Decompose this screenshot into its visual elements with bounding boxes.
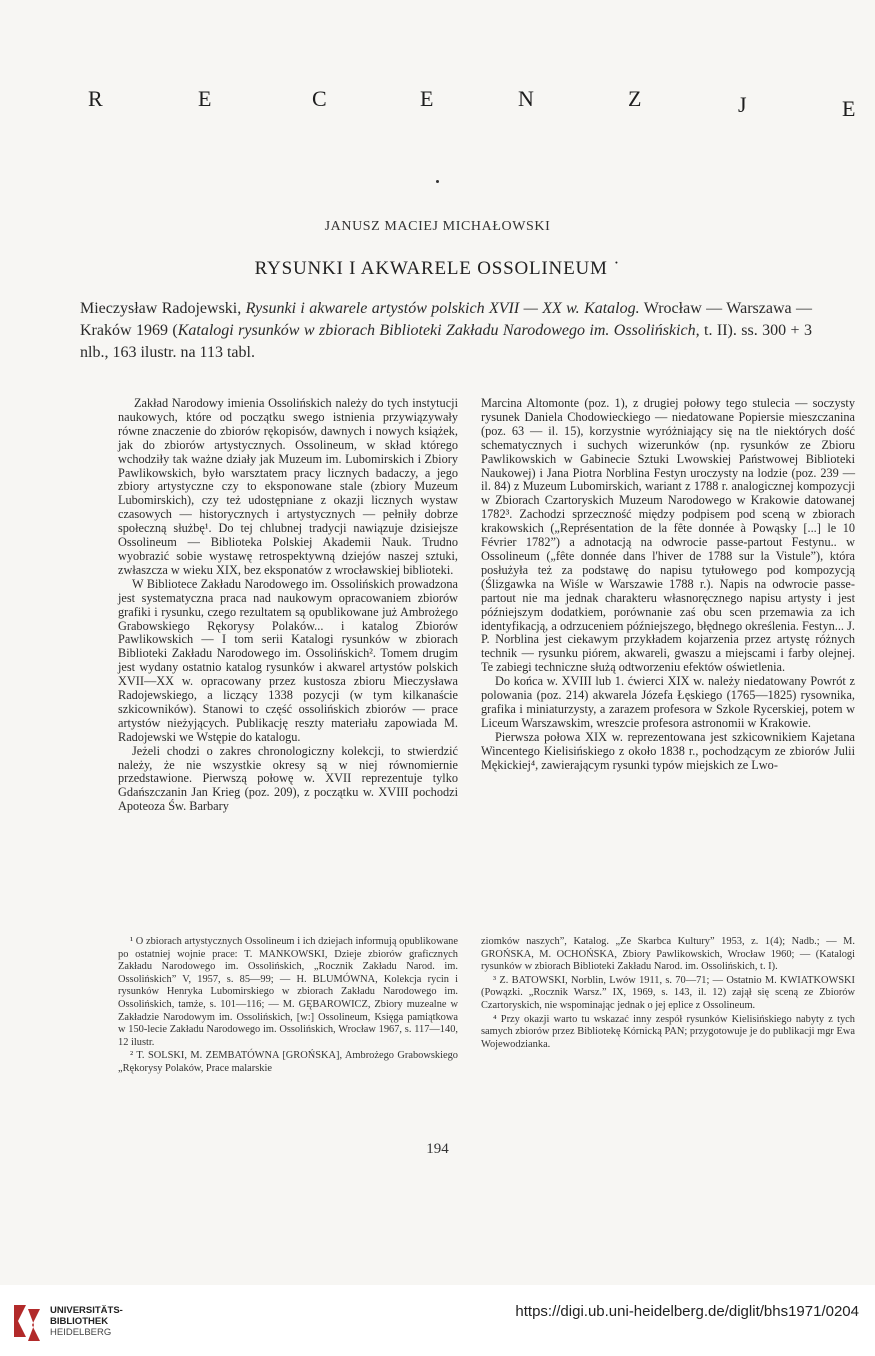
footnote: ⁴ Przy okazji warto tu wskazać inny zespół rysunków Kielisińskiego nabyty z tych samych zbiorów przez Bibliotekę Kórnicką PAN; przygotowuje je do publikacji mgr Ewa Wojewodzianka. — [481, 1013, 855, 1050]
library-name-line: HEIDELBERG — [50, 1327, 112, 1338]
footnote: ³ Z. BATOWSKI, Norblin, Lwów 1911, s. 70—71; — Ostatnio M. KWIATKOWSKI (Powązki. „Rocznik Warsz.” IX, 1969, s. 143, il. 12) zajął się sceną ze Zbiorów Czartoryskich, nie wspominając jednak o jej eplice z Ossolineum. — [481, 974, 855, 1011]
article-title: RYSUNKI I AKWARELE OSSOLINEUM ˙ — [254, 258, 621, 279]
footnote: ² T. SOLSKI, M. ZEMBATÓWNA [GROŃSKA], Ambrożego Grabowskiego „Rękorysy Polaków, Prace malarskie — [118, 1050, 458, 1074]
header-letter: R — [88, 86, 103, 111]
biblio-title: Rysunki i akwarele artystów polskich XVII — XX w. Katalog. — [245, 300, 640, 317]
footnotes-right — [481, 936, 855, 1052]
header-letter: E — [420, 86, 434, 111]
right-column — [481, 397, 855, 772]
header-letter: E — [842, 96, 856, 121]
permalink-url[interactable]: https://digi.ub.uni-heidelberg.de/diglit/bhs1971/0204 — [515, 1303, 859, 1320]
article-author: JANUSZ MACIEJ MICHAŁOWSKI — [324, 219, 551, 234]
paragraph: W Bibliotece Zakładu Narodowego im. Ossolińskich prowadzona jest systematyczna praca nad naukowym opracowaniem zbiorów grafiki i rysunku, czego rezultatem są opublikowane już Ambrożego Grabowskiego Rękorysy Polaków... i katalog Zbiorów Pawlikowskich — I tom serii Katalogi rysunków w zbiorach Biblioteki Zakładu Narodowego im. Ossolińskich². Tomem drugim jest wydany ostatnio katalog rysunków i akwarel artystów polskich XVII—XX w. opracowany przez kustosza zbioru Mieczysława Radojewskiego, a liczący 1338 pozycji (w tym kilkanaście szkicowników). Stanowi to część ossolińskich zbiorów — prace artystów nieżyjących. Publikację reszty materiału zapowiada M. Radojewski we Wstępie do katalogu. — [118, 576, 458, 744]
viewer-footer — [0, 1285, 875, 1356]
header-letter: J — [738, 92, 747, 117]
biblio-text: t. II). ss. 300 + 3 nlb., 163 ilustr. na 113 tabl. — [80, 322, 812, 361]
library-name-line: UNIVERSITÄTS- — [50, 1305, 123, 1316]
library-name-line: BIBLIOTHEK — [50, 1316, 109, 1327]
paragraph: Marcina Altomonte (poz. 1), z drugiej połowy tego stulecia — soczysty rysunek Daniela Chodowieckiego — niedatowane Popiersie mieszczanina (poz. 63 — il. 15), korzystnie wyróżniający się na tle niektórych dość schematycznych i suchych wizerunków (np. rysunków ze Zbioru Pawlikowskich w Gabinecie Sztuki Lwowskiej Państwowej Biblioteki Naukowej) i Jana Piotra Norblina Festyn uroczysty na lodzie (poz. 239 — il. 84) z Muzeum Lubomirskich, wariant z 1788 r. analogicznej kompozycji w Zbiorach Czartoryskich Muzeum Narodowego w Krakowie datowanej 1782³. Zachodzi sprzeczność między podpisem pod sceną w zbiorach krakowskich („Représentation de la fête donnée à Powąsky [...] le 10 Février 1782”) a adnotacją na odwrocie passe-partout Festynu.. w Ossolineum („fête donnée dans l'hiver de 1788 sur la Vistule”), która posłużyła też za podstawę do napisu tytułowego pod kompozycją (Ślizgawka na Wiśle w Warszawie 1788 r.). Napis na odwrocie passe-partout nie ma jednak charakteru własnoręcznego napisu artysty i jest późniejszym dodatkiem, porównanie zaś obu scen przemawia za ich identyfikacją, a odrzuceniem późniejszego, błędnego określenia. Festyn... J. P. Norblina jest ciekawym przykładem kojarzenia przez artystę różnych technik — rysunku piórem, akwareli, gwaszu a miejscami i farby olejnej. Te zabiegi techniczne służą odtworzeniu efektów oświetlenia. — [481, 396, 855, 675]
header-letter: C — [312, 86, 327, 111]
footnote: ¹ O zbiorach artystycznych Ossolineum i ich dziejach informują opublikowane po ostatniej wojnie prace: T. MANKOWSKI, Dzieje zbiorów graficznych Zakładu Narodowego im. Ossolińskich, „Rocznik Zakładu Narod. im. Ossolińskich” V, 1957, s. 85—99; — H. BLUMÓWNA, Kolekcja rycin i rysunków Henryka Lubomirskiego w zbiorach Zakładu Narodowego im. Ossolińskich, tamże, s. 101—116; — M. GĘBAROWICZ, Zbiory muzealne w Zakładzie Narodowym im. Ossolińskich, [w:] Ossolineum, Księga pamiątkowa w 150-lecie Zakładu Narodowego im. Ossolińskich, Wrocław 1967, s. 117—140, 12 ilustr. — [118, 936, 458, 1048]
section-header — [88, 86, 858, 122]
paragraph: Jeżeli chodzi o zakres chronologiczny kolekcji, to stwierdzić należy, że nie wszystkie okresy są w niej równomiernie przedstawione. Pierwszą połowę w. XVII reprezentuje tylko Gdańszczanin Jan Krieg (poz. 209), z początku w. XVIII pochodzi Apoteoza Św. Barbary — [118, 743, 458, 814]
footnotes-left — [118, 936, 458, 1077]
header-letter: E — [198, 86, 212, 111]
ornament-dot — [436, 180, 439, 183]
header-letter: Z — [628, 86, 642, 111]
page-number: 194 — [426, 1141, 449, 1157]
paragraph: Pierwsza połowa XIX w. reprezentowana jest szkicownikiem Kajetana Wincentego Kielisińskiego z około 1838 r., pochodzącym ze zbiorów Julii Mękickiej⁴, zawierającym rysunki typów miejskich ze Lwo- — [481, 729, 855, 772]
biblio-text: Wrocław — Warszawa — Kraków 1969 ( — [80, 300, 813, 339]
header-letter: N — [518, 86, 534, 111]
left-column — [118, 397, 458, 814]
biblio-series: Katalogi rysunków w zbiorach Biblioteki Zakładu Narodowego im. Ossolińskich, — [177, 322, 700, 339]
bibliographic-entry — [80, 298, 812, 364]
library-name[interactable] — [50, 1305, 123, 1338]
paragraph: Do końca w. XVIII lub 1. ćwierci XIX w. należy niedatowany Powrót z polowania (poz. 214) akwarela Józefa Łęskiego (1765—1825) rysownika, grafika i miniaturzysty, a zarazem profesora w Szkole Rycerskiej, potem w Liceum Warszawskim, wreszcie profesora astronomii w Krakowie. — [481, 674, 855, 730]
biblio-text: Mieczysław Radojewski, — [80, 300, 246, 317]
paragraph: Zakład Narodowy imienia Ossolińskich należy do tych instytucji naukowych, które od początku swego istnienia przywiązywały równe znaczenie do zbiorów rękopisów, dawnych i nowych książek, jak do zbiorów artystycznych. Ossolineum, w skład którego wchodziły tak ważne działy jak Muzeum im. Lubomirskich i Zbiory Pawlikowskich, było warsztatem pracy licznych badaczy, a jego zbiory artystyczne czy to eksponowane stale (zbiory Muzeum Lubomirskich), czy też udostępniane z okazji licznych wystaw czasowych — historycznych i artystycznych — pełniły dobrze społeczną służbę¹. Do tej chlubnej tradycji nawiązuje dzisiejsze Ossolineum — Biblioteka Polskiej Akademii Nauk. Trudno wyobrazić sobie wystawę retrospektywną dziejów naszej sztuki, zwłaszcza w wieku XIX, bez eksponatów z wrocławskiej biblioteki. — [118, 396, 458, 577]
footnote: ziomków naszych”, Katalog. „Ze Skarbca Kultury” 1953, z. 1(4); Nadb.; — M. GROŃSKA, M. OCHOŃSKA, Zbiory Pawlikowskich, Wrocław 1960; — (Katalogi rysunków w zbiorach Biblioteki Zakładu Narod. im. Ossolińskich, t. I). — [481, 936, 855, 973]
library-logo-icon[interactable] — [10, 1301, 44, 1345]
